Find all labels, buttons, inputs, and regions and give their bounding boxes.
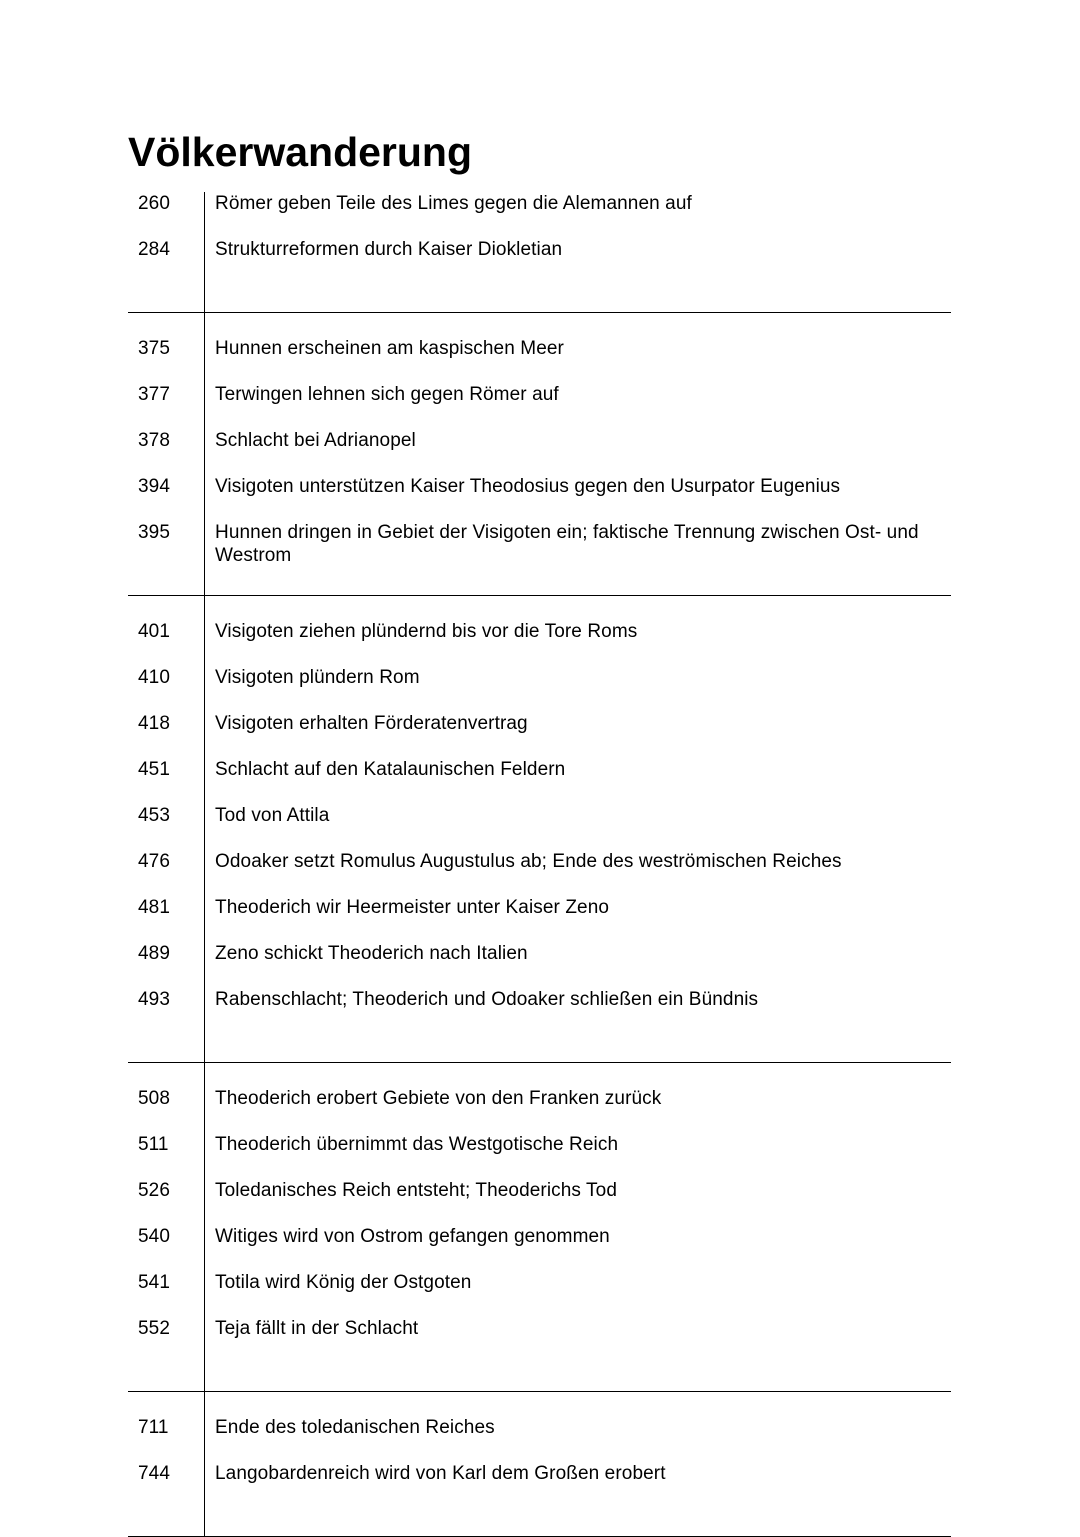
year-cell: 493 bbox=[138, 989, 171, 1010]
table-row bbox=[128, 758, 951, 804]
timeline-group bbox=[128, 313, 951, 596]
event-cell: Zeno schickt Theoderich nach Italien bbox=[215, 943, 528, 964]
event-cell: Theoderich übernimmt das Westgotische Reich bbox=[215, 1134, 619, 1155]
event-cell: Römer geben Teile des Limes gegen die Alemannen auf bbox=[215, 193, 692, 214]
event-cell: Rabenschlacht; Theoderich und Odoaker schließen ein Bündnis bbox=[215, 989, 759, 1010]
year-cell: 540 bbox=[138, 1226, 171, 1247]
year-cell: 489 bbox=[138, 943, 171, 964]
timeline-group bbox=[128, 1392, 951, 1537]
table-row bbox=[128, 521, 951, 587]
table-row bbox=[128, 1271, 951, 1317]
table-row bbox=[128, 1225, 951, 1271]
table-row bbox=[128, 429, 951, 475]
table-row bbox=[128, 1087, 951, 1133]
year-cell: 395 bbox=[138, 522, 171, 543]
event-cell: Odoaker setzt Romulus Augustulus ab; Ende des weströmischen Reiches bbox=[215, 851, 842, 872]
year-cell: 394 bbox=[138, 476, 171, 497]
year-cell: 377 bbox=[138, 384, 171, 405]
event-cell: Langobardenreich wird von Karl dem Großen erobert bbox=[215, 1463, 666, 1484]
event-cell: Totila wird König der Ostgoten bbox=[215, 1272, 472, 1293]
year-cell: 541 bbox=[138, 1272, 171, 1293]
year-cell: 476 bbox=[138, 851, 171, 872]
event-cell: Witiges wird von Ostrom gefangen genommen bbox=[215, 1226, 610, 1247]
table-row bbox=[128, 475, 951, 521]
year-cell: 552 bbox=[138, 1318, 171, 1339]
table-row bbox=[128, 712, 951, 758]
year-cell: 711 bbox=[138, 1417, 169, 1438]
timeline-group bbox=[128, 1063, 951, 1392]
event-cell: Hunnen dringen in Gebiet der Visigoten ein; faktische Trennung zwischen Ost- und Westrom bbox=[215, 522, 919, 566]
event-cell: Strukturreformen durch Kaiser Diokletian bbox=[215, 239, 563, 260]
year-cell: 508 bbox=[138, 1088, 171, 1109]
event-cell: Terwingen lehnen sich gegen Römer auf bbox=[215, 384, 559, 405]
table-row bbox=[128, 942, 951, 988]
event-cell: Hunnen erscheinen am kaspischen Meer bbox=[215, 338, 564, 359]
document-page bbox=[128, 128, 951, 1537]
event-cell: Teja fällt in der Schlacht bbox=[215, 1318, 419, 1339]
year-cell: 410 bbox=[138, 667, 171, 688]
year-cell: 284 bbox=[138, 239, 171, 260]
event-cell: Visigoten ziehen plündernd bis vor die Tore Roms bbox=[215, 621, 638, 642]
table-row bbox=[128, 804, 951, 850]
year-cell: 260 bbox=[138, 193, 171, 214]
year-cell: 401 bbox=[138, 621, 171, 642]
year-cell: 744 bbox=[138, 1463, 171, 1484]
event-cell: Ende des toledanischen Reiches bbox=[215, 1417, 495, 1438]
table-row bbox=[128, 1179, 951, 1225]
year-cell: 526 bbox=[138, 1180, 171, 1201]
event-cell: Toledanisches Reich entsteht; Theoderichs Tod bbox=[215, 1180, 617, 1201]
event-cell: Theoderich erobert Gebiete von den Franken zurück bbox=[215, 1088, 662, 1109]
table-row bbox=[128, 1462, 951, 1528]
table-row bbox=[128, 666, 951, 712]
event-cell: Visigoten erhalten Förderatenvertrag bbox=[215, 713, 528, 734]
table-row bbox=[128, 192, 951, 238]
event-cell: Visigoten unterstützen Kaiser Theodosius gegen den Usurpator Eugenius bbox=[215, 476, 841, 497]
event-cell: Visigoten plündern Rom bbox=[215, 667, 420, 688]
year-cell: 418 bbox=[138, 713, 171, 734]
year-cell: 481 bbox=[138, 897, 171, 918]
table-row bbox=[128, 850, 951, 896]
table-row bbox=[128, 1416, 951, 1462]
year-cell: 453 bbox=[138, 805, 171, 826]
table-row bbox=[128, 988, 951, 1054]
timeline-table bbox=[128, 192, 951, 1537]
table-row bbox=[128, 896, 951, 942]
table-row bbox=[128, 1133, 951, 1179]
table-row bbox=[128, 1317, 951, 1383]
year-cell: 375 bbox=[138, 338, 171, 359]
page-title: Völkerwanderung bbox=[128, 129, 473, 175]
table-row bbox=[128, 337, 951, 383]
year-cell: 451 bbox=[138, 759, 171, 780]
table-row bbox=[128, 383, 951, 429]
event-cell: Theoderich wir Heermeister unter Kaiser Zeno bbox=[215, 897, 610, 918]
table-row bbox=[128, 620, 951, 666]
year-cell: 378 bbox=[138, 430, 171, 451]
timeline-group bbox=[128, 596, 951, 1063]
event-cell: Tod von Attila bbox=[215, 805, 330, 826]
table-row bbox=[128, 238, 951, 304]
event-cell: Schlacht auf den Katalaunischen Feldern bbox=[215, 759, 566, 780]
timeline-group bbox=[128, 192, 951, 313]
year-cell: 511 bbox=[138, 1134, 169, 1155]
event-cell: Schlacht bei Adrianopel bbox=[215, 430, 416, 451]
